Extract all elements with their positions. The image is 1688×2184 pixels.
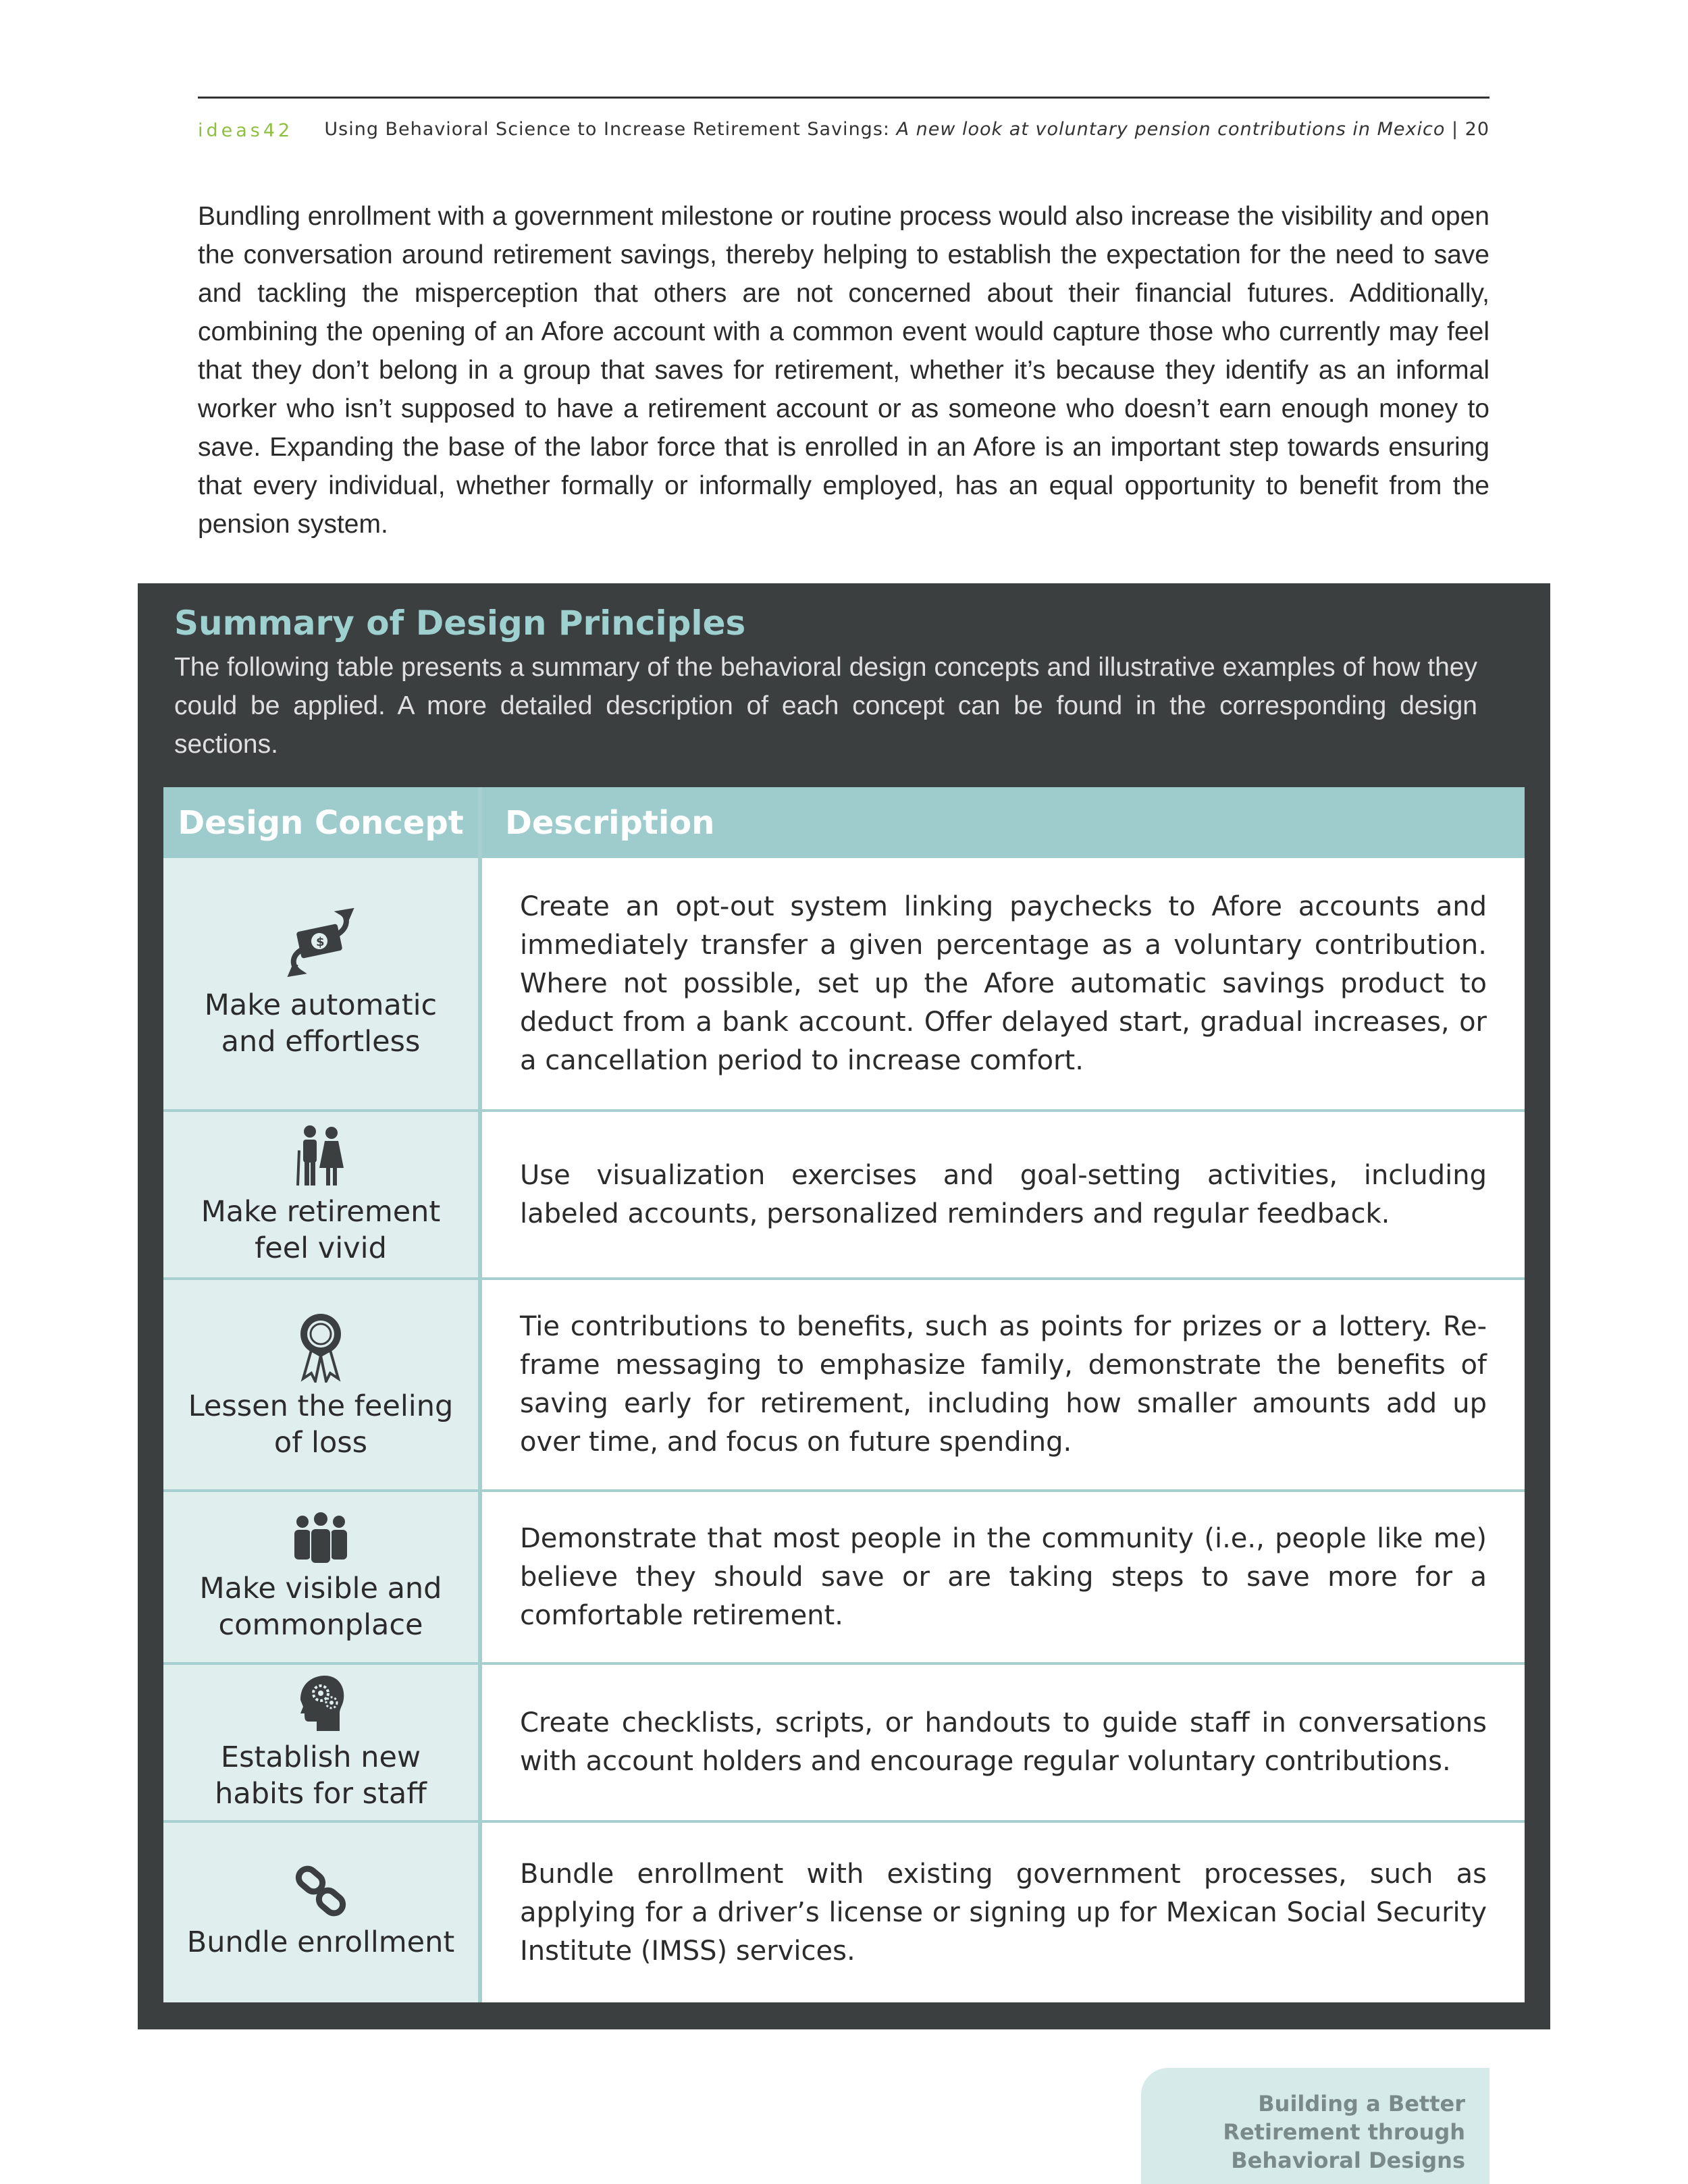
description-text: Demonstrate that most people in the community (i.e., people like me) believe they should save or are taking steps to save more for a comfortable retirement.: [520, 1522, 1487, 1631]
description-text: Create checklists, scripts, or handouts to guide staff in conversations with account holders and encourage regular voluntary contributions.: [520, 1707, 1487, 1777]
table-row: [163, 858, 1525, 1109]
concept-cell: [163, 1280, 478, 1489]
header-page-separator: |: [1445, 119, 1465, 140]
concept-label: Establish new habits for staff: [215, 1740, 427, 1811]
table-row: [163, 1112, 1525, 1277]
footer-badge-line: Building a Better: [1258, 2091, 1465, 2116]
footer-badge-text: [1223, 2089, 1465, 2175]
head-gears-icon: [294, 1673, 348, 1734]
description-text: Tie contributions to benefits, such as points for prizes or a lottery. Re-frame messaging to emphasize family, demonstrate the benefits of saving early for retirement, including how smaller amounts add up over time, and focus on future spending.: [520, 1311, 1487, 1458]
description-cell: [482, 1280, 1525, 1489]
header-title: [324, 119, 1489, 140]
header-rule: [198, 97, 1489, 99]
summary-panel: [138, 583, 1550, 2029]
elderly-couple-icon: [294, 1123, 348, 1188]
header-title-main: Using Behavioral Science to Increase Retirement Savings:: [324, 119, 897, 140]
column-header-description: Description: [482, 787, 1525, 858]
concept-cell: [163, 858, 478, 1109]
table-row: [163, 1823, 1525, 2002]
design-principles-table: [163, 787, 1525, 2002]
header-title-subtitle: A new look at voluntary pension contributions in Mexico: [896, 119, 1446, 140]
description-cell: [482, 1823, 1525, 2002]
concept-cell: [163, 1112, 478, 1277]
concept-label: Make automatic and effortless: [204, 988, 438, 1059]
concept-cell: [163, 1665, 478, 1820]
concept-label: Lessen the feeling of loss: [188, 1389, 454, 1460]
concept-label: Bundle enrollment: [186, 1925, 455, 1959]
chain-link-icon: [294, 1865, 348, 1919]
concept-label: Make retirement feel vivid: [201, 1194, 441, 1265]
concept-cell: [163, 1492, 478, 1662]
summary-title: Summary of Design Principles: [174, 604, 746, 643]
concept-cell: [163, 1823, 478, 2002]
description-cell: [482, 1665, 1525, 1820]
description-text: Use visualization exercises and goal-setting activities, including labeled accounts, personalized reminders and regular feedback.: [520, 1159, 1487, 1229]
summary-intro: The following table presents a summary of the behavioral design concepts and illustrative examples of how they could be applied. A more detailed description of each concept can be found in the corresponding design sections.: [174, 653, 1477, 759]
table-row: [163, 1492, 1525, 1662]
description-cell: [482, 1492, 1525, 1662]
description-text: Bundle enrollment with existing government processes, such as applying for a driver’s license or signing up for Mexican Social Security Institute (IMSS) services.: [520, 1858, 1487, 1967]
description-text: Create an opt-out system linking paychecks to Afore accounts and immediately transfer a given percentage as a voluntary contribution. Where not possible, set up the Afore automatic savings product to deduct from a bank account. Offer delayed start, gradual increases, or a cancellation period to increase comfort.: [520, 890, 1487, 1076]
column-divider: [478, 787, 482, 2002]
footer-badge: [1141, 2068, 1489, 2184]
award-ribbon-icon: [294, 1308, 348, 1383]
concept-label: Make visible and commonplace: [199, 1572, 442, 1642]
table-row: [163, 1280, 1525, 1489]
footer-badge-line: Retirement through: [1223, 2119, 1465, 2145]
header-brand: ideas42: [198, 120, 294, 141]
group-people-icon: [290, 1511, 351, 1565]
page-number: 20: [1465, 119, 1489, 140]
intro-paragraph: Bundling enrollment with a government milestone or routine process would also increase the visibility and open the conversation around retirement savings, thereby helping to establish the expectation for the need to save and tackling the misperception that others are not concerned about their financial futures. Additionally, combining the opening of an Afore account with a common event would capture those who currently may feel that they don’t belong in a group that saves for retirement, whether it’s because they identify as an informal worker who isn’t supposed to have a retirement account or as someone who doesn’t earn enough money to save. Expanding the base of the labor force that is enrolled in an Afore is an important step towards ensuring that every individual, whether formally or informally employed, has an equal opportunity to benefit from the pension system.: [198, 202, 1489, 539]
svg-text:$: $: [316, 935, 325, 949]
column-header-design-concept: Design Concept: [163, 787, 478, 858]
footer-badge-line: Behavioral Designs: [1231, 2148, 1465, 2173]
money-transfer-icon: [284, 907, 358, 982]
description-cell: [482, 1112, 1525, 1277]
table-row: [163, 1665, 1525, 1820]
description-cell: [482, 858, 1525, 1109]
